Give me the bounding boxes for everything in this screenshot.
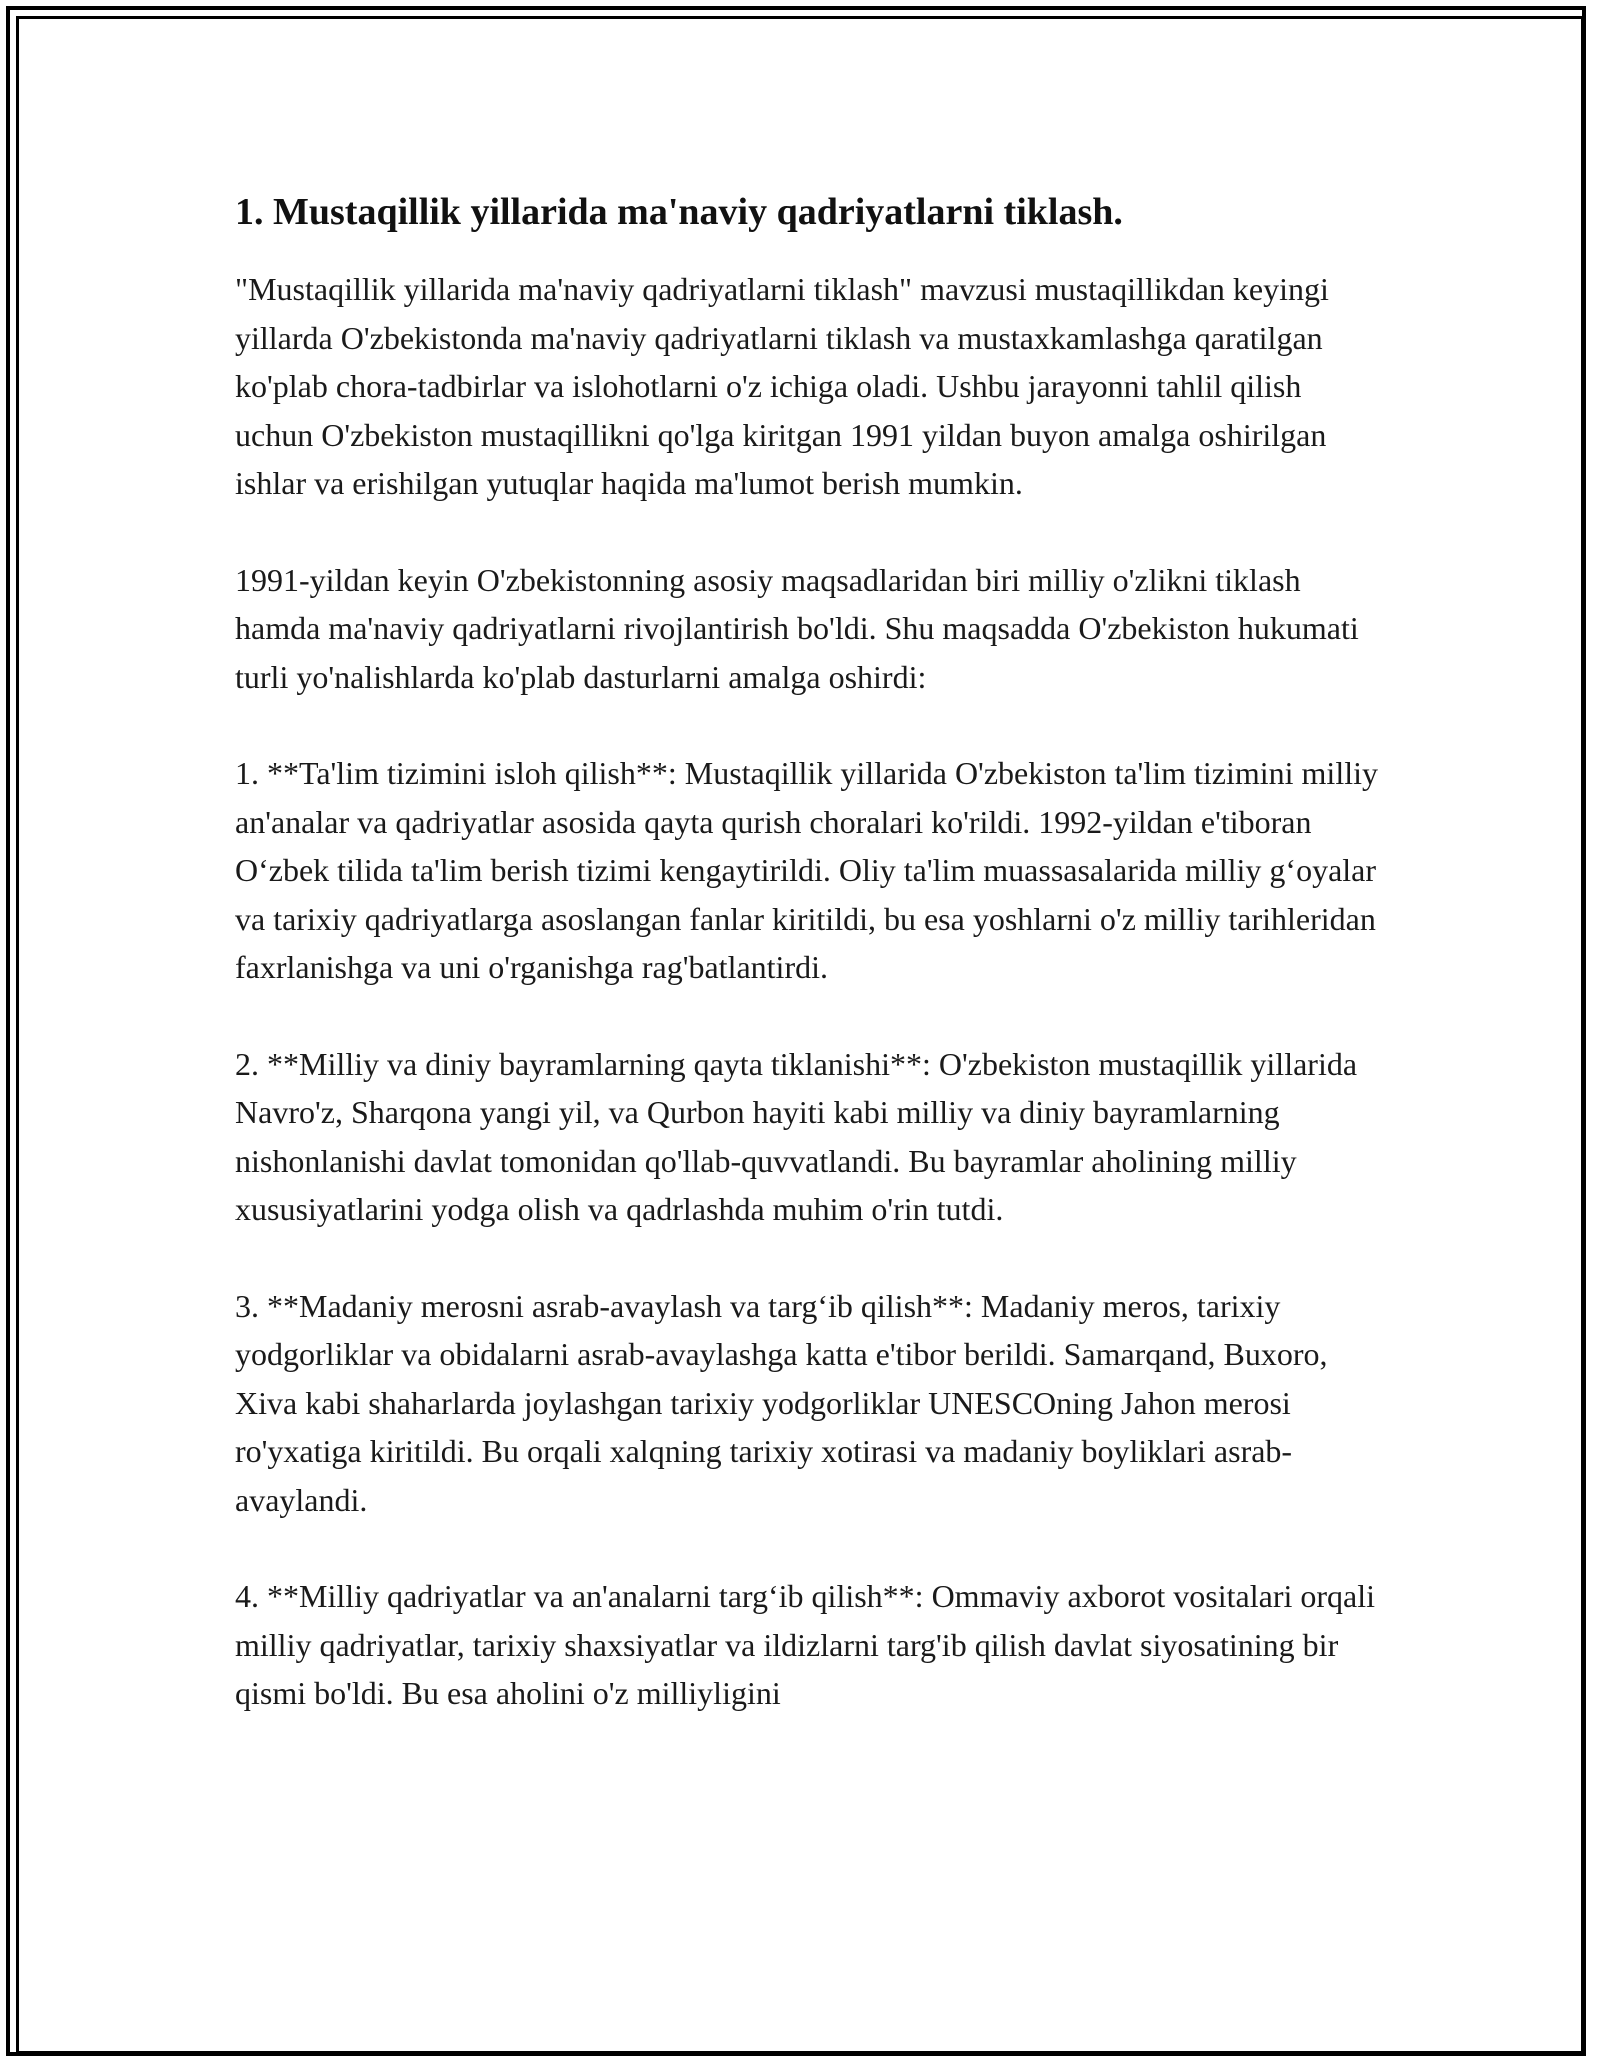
document-body (235, 188, 1385, 1766)
list-item-holidays: 2. **Milliy va diniy bayramlarning qayta tiklanishi**: O'zbekiston mustaqillik yillarida Navro'z, Sharqona yangi yil, va Qurbon hayiti kabi milliy va diniy bayramlarning nishonlanishi davlat tomonidan qo'llab-quvvatlandi. Bu bayramlar aholining milliy xususiyatlarini yodga olish va qadrlashda muhim o'rin tutdi. (235, 1045, 1358, 1228)
list-item-education: 1. **Ta'lim tizimini isloh qilish**: Mustaqillik yillarida O'zbekiston ta'lim tizimini milliy an'analar va qadriyatlar asosida qayta qurish choralari ko'rildi. 1992-yildan e'tiboran O‘zbek tilida ta'lim berish tizimi kengaytirildi. Oliy ta'lim muassasalarida milliy g‘oyalar va tarixiy qadriyatlarga asoslangan fanlar kiritildi, bu esa yoshlarni o'z milliy tarihleridan faxrlanishga va uni o'rganishga rag'batlantirdi. (235, 755, 1378, 986)
intro-paragraph: "Mustaqillik yillarida ma'naviy qadriyatlarni tiklash" mavzusi mustaqillikdan keyingi yillarda O'zbekistonda ma'naviy qadriyatlarni tiklash va mustaxkamlashga qaratilgan ko'plab chora-tadbirlar va islohotlarni o'z ichiga oladi. Ushbu jarayonni tahlil qilish uchun O'zbekiston mustaqillikni qo'lga kiritgan 1991 yildan buyon amalga oshirilgan ishlar va erishilgan yutuqlar haqida ma'lumot berish mumkin. (235, 271, 1329, 502)
document-title: 1. Mustaqillik yillarida ma'naviy qadriyatlarni tiklash. (235, 191, 1123, 233)
context-paragraph: 1991-yildan keyin O'zbekistonning asosiy maqsadlaridan biri milliy o'zlikni tiklash hamda ma'naviy qadriyatlarni rivojlantirish bo'ldi. Shu maqsadda O'zbekiston hukumati turli yo'nalishlarda ko'plab dasturlarni amalga oshirdi: (235, 561, 1359, 695)
list-item-heritage: 3. **Madaniy merosni asrab-avaylash va targ‘ib qilish**: Madaniy meros, tarixiy yodgorliklar va obidalarni asrab-avaylashga katta e'tibor berildi. Samarqand, Buxoro, Xiva kabi shaharlarda joylashgan tarixiy yodgorliklar UNESCOning Jahon merosi ro'yxatiga kiritildi. Bu orqali xalqning tarixiy xotirasi va madaniy boyliklari asrab-avaylandi. (235, 1287, 1328, 1518)
list-item-values: 4. **Milliy qadriyatlar va an'analarni targ‘ib qilish**: Ommaviy axborot vositalari orqali milliy qadriyatlar, tarixiy shaxsiyatlar va ildizlarni targ'ib qilish davlat siyosatining bir qismi bo'ldi. Bu esa aholini o'z milliyligini (235, 1578, 1376, 1712)
